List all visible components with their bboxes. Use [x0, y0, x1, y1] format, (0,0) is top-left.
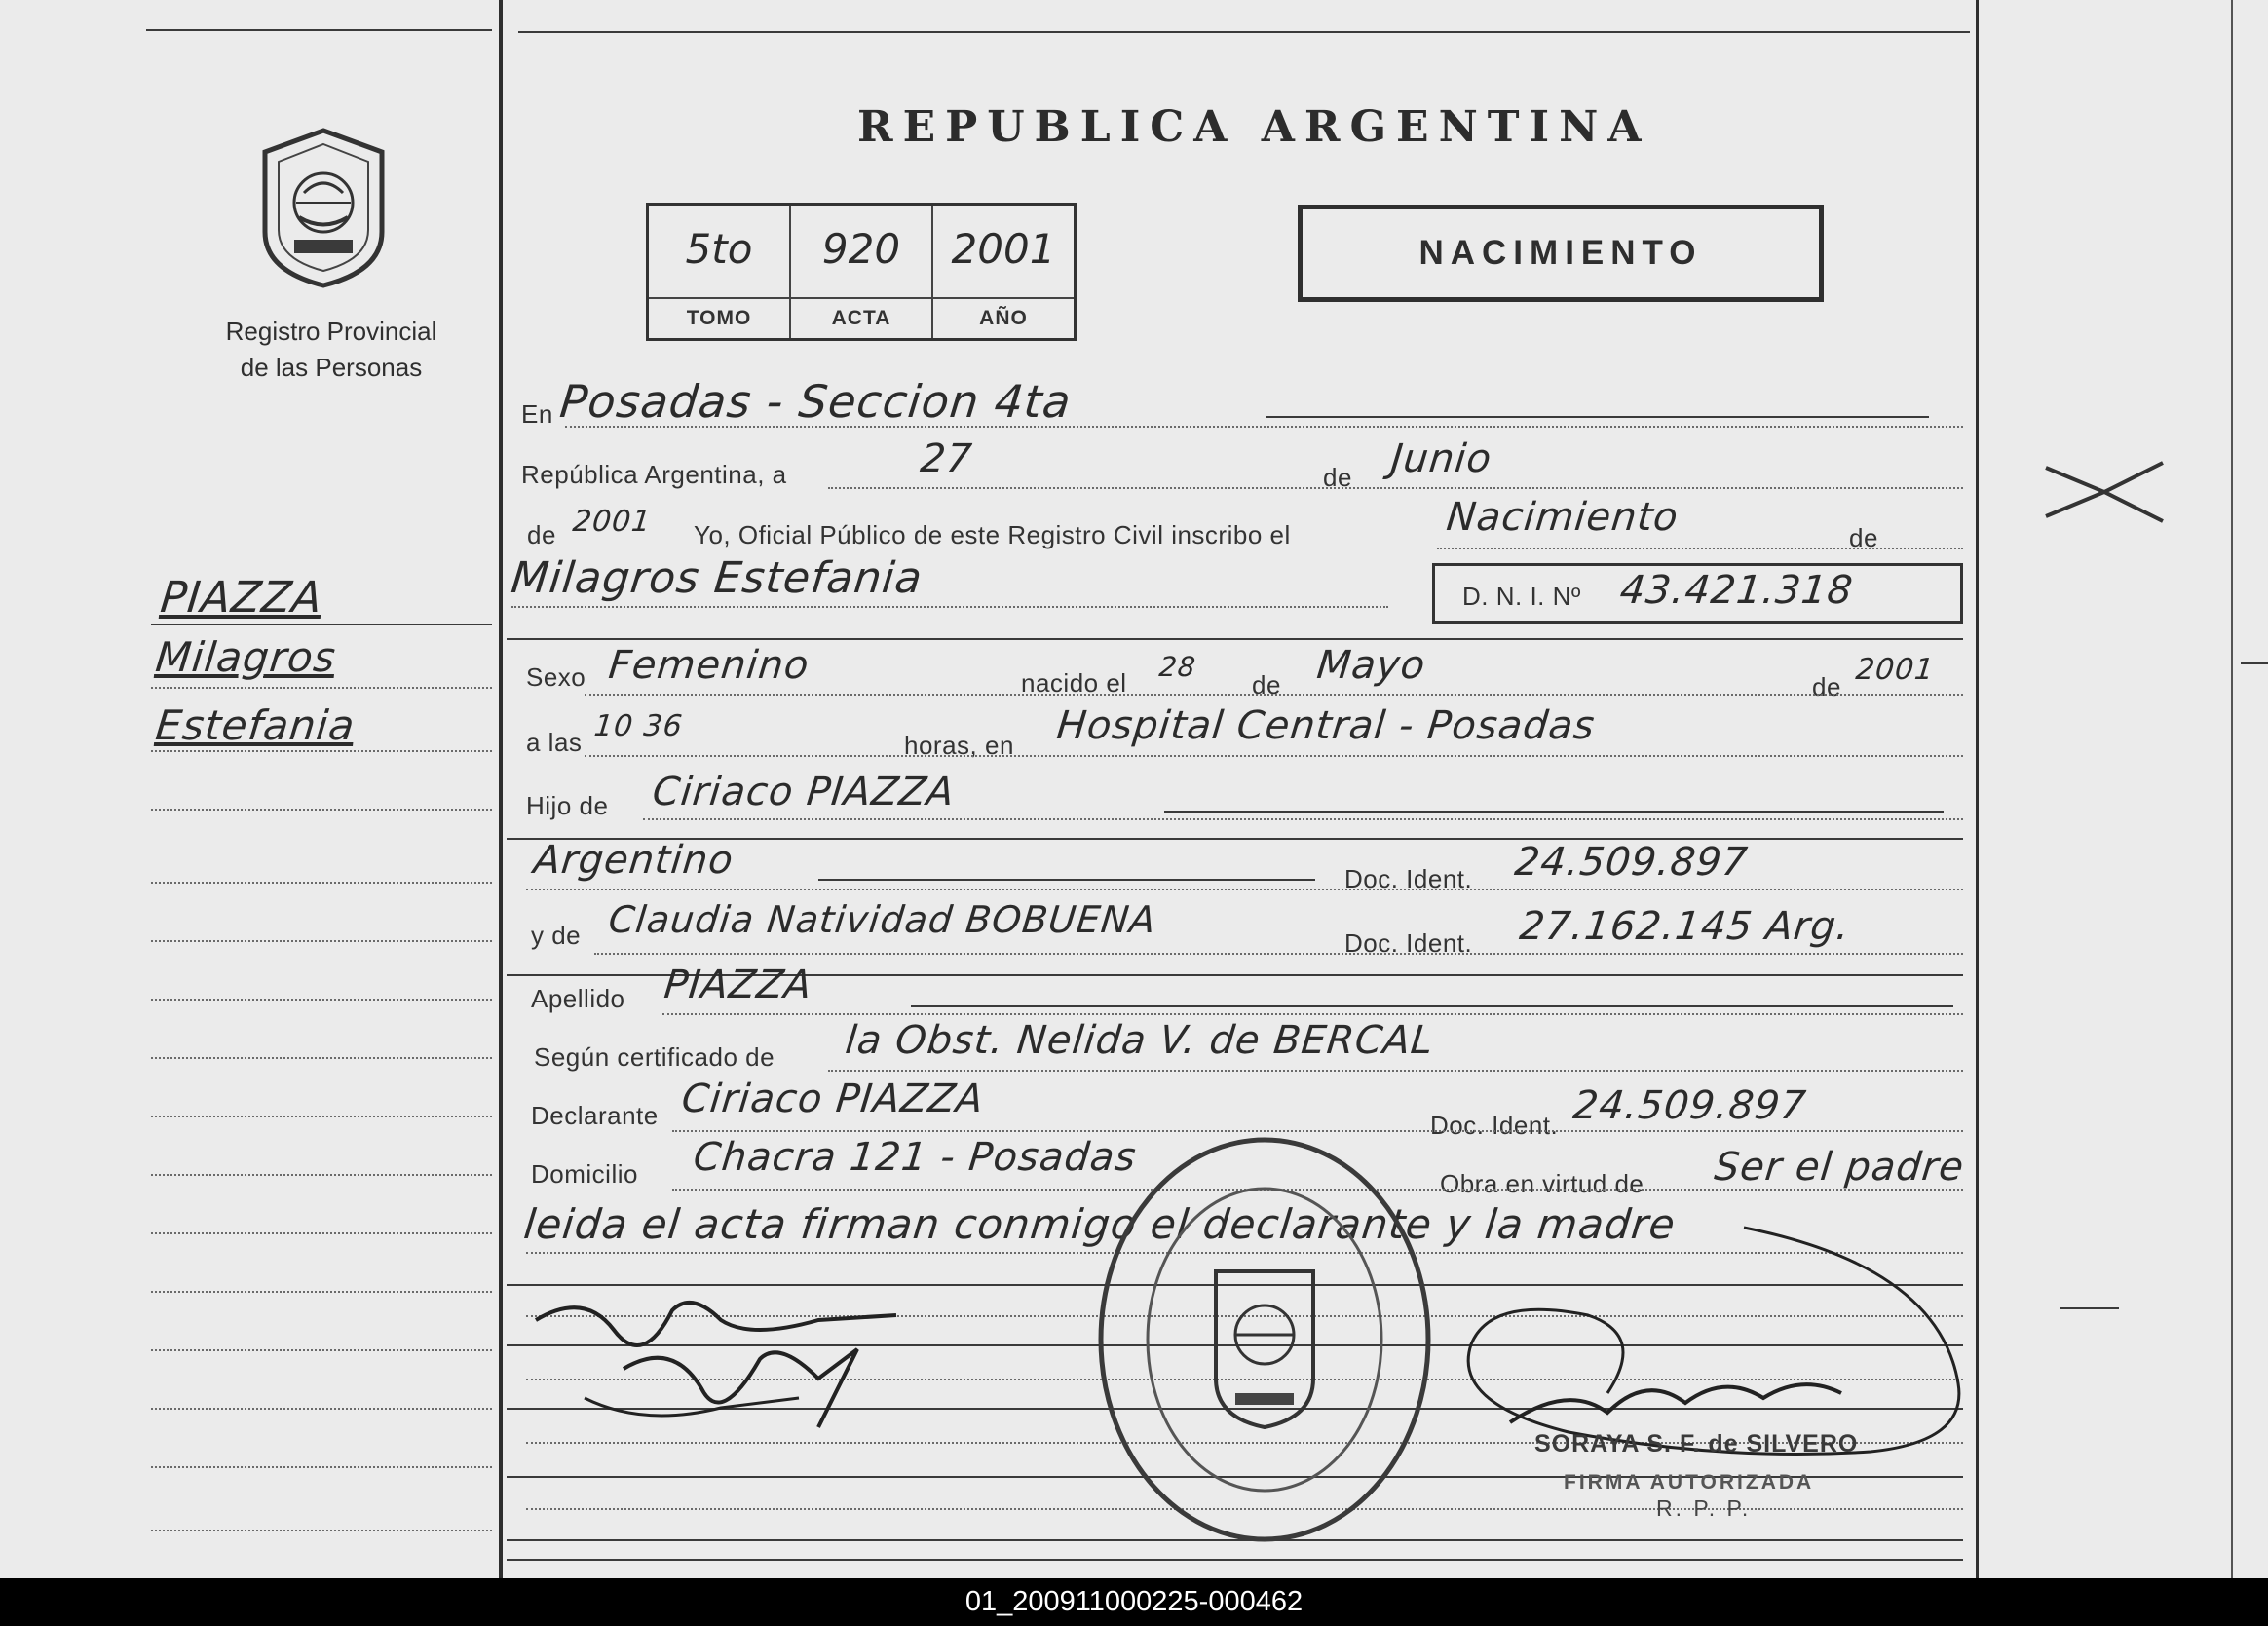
- margin-dots-9: [151, 1174, 492, 1176]
- value-padre-nacionalidad: Argentino: [531, 838, 737, 883]
- margin-dots-6: [151, 999, 492, 1001]
- row-apellido-stroke: [911, 1005, 1953, 1007]
- right-page-rule: [2241, 662, 2268, 664]
- row-sexo-line: [585, 694, 1963, 696]
- image-caption: 01_200911000225-000462: [0, 1578, 2268, 1626]
- label-hijo-de: Hijo de: [526, 791, 609, 820]
- value-madre-doc: 27.162.145 Arg.: [1517, 904, 1853, 949]
- label-obra: Obra en virtud de: [1440, 1169, 1644, 1198]
- label-doc-ident-3: Doc. Ident.: [1430, 1111, 1559, 1140]
- row-y-de-line: [594, 953, 1963, 955]
- acta-label: ACTA: [831, 307, 891, 329]
- value-dni: 43.421.318: [1617, 568, 1856, 613]
- value-declarante: Ciriaco PIAZZA: [679, 1077, 987, 1121]
- right-margin-tick: [2060, 1307, 2119, 1309]
- margin-dots-5: [151, 940, 492, 942]
- staple-mark-icon: [2036, 458, 2173, 526]
- row-nac-stroke: [818, 879, 1315, 881]
- margin-nombre-2: Estefania: [153, 701, 358, 749]
- margin-dots-15: [151, 1530, 492, 1531]
- row-en-stroke: [1266, 416, 1929, 418]
- anio-value: 2001: [951, 225, 1056, 273]
- left-top-rule: [146, 29, 492, 31]
- margin-dots-2: [151, 750, 492, 752]
- margin-dots-12: [151, 1349, 492, 1351]
- label-de-birth-month: de: [1252, 670, 1281, 700]
- declarant-signature-icon: [526, 1281, 916, 1437]
- value-lugar: Posadas - Seccion 4ta: [557, 375, 1075, 428]
- margin-dots-7: [151, 1057, 492, 1059]
- signer-role: FIRMA AUTORIZADA: [1564, 1471, 1815, 1494]
- document-title: REPUBLICA ARGENTINA: [857, 102, 1651, 152]
- value-nacido-anio: 2001: [1854, 653, 1937, 687]
- label-sexo: Sexo: [526, 662, 586, 692]
- value-madre: Claudia Natividad BOBUENA: [606, 898, 1158, 941]
- signer-name: SORAYA S. F. de SILVERO: [1534, 1430, 1859, 1457]
- value-leida: leida el acta firman conmigo el declarante y la madre: [521, 1200, 1679, 1248]
- value-acto: Nacimiento: [1444, 495, 1682, 540]
- right-page-edge: [2231, 0, 2233, 1578]
- label-dni: D. N. I. Nº: [1462, 582, 1581, 611]
- label-segun: Según certificado de: [534, 1042, 775, 1072]
- row-a-las-line: [585, 755, 1963, 757]
- anio-cell: [933, 206, 1074, 338]
- value-nacido-mes: Mayo: [1314, 643, 1428, 688]
- label-doc-ident-1: Doc. Ident.: [1344, 864, 1473, 893]
- value-mes: Junio: [1388, 436, 1494, 481]
- rule-main-6: [507, 1559, 1963, 1561]
- margin-dots-3: [151, 809, 492, 811]
- margin-dots-11: [151, 1291, 492, 1293]
- margin-dots-1: [151, 687, 492, 689]
- margin-dots-8: [151, 1116, 492, 1117]
- registry-name: [185, 314, 477, 386]
- row-en-line: [565, 426, 1963, 428]
- dni-box: [1432, 563, 1963, 624]
- row-republica-line: [828, 487, 1963, 489]
- row-nac-line: [526, 889, 1963, 890]
- label-doc-ident-2: Doc. Ident.: [1344, 928, 1473, 958]
- acta-cell: [791, 206, 933, 338]
- label-apellido: Apellido: [531, 984, 625, 1013]
- tomo-value: 5to: [685, 225, 753, 273]
- value-hora: 10 36: [592, 709, 685, 743]
- row-nombre-line: [511, 606, 1388, 608]
- value-declarante-doc: 24.509.897: [1570, 1083, 1809, 1128]
- value-padre-doc: 24.509.897: [1512, 840, 1751, 885]
- label-de-month: de: [1323, 463, 1352, 492]
- margin-dots-10: [151, 1232, 492, 1234]
- label-y-de: y de: [531, 921, 582, 950]
- label-republica: República Argentina, a: [521, 460, 787, 489]
- value-dia: 27: [918, 436, 975, 481]
- rule-after-dni: [507, 638, 1963, 640]
- label-en: En: [521, 399, 553, 429]
- registry-line-2: de las Personas: [240, 353, 423, 382]
- registry-stamp-icon: [1089, 1125, 1440, 1554]
- margin-rule-1: [151, 624, 492, 625]
- volume-box: [646, 203, 1077, 341]
- label-a-las: a las: [526, 728, 583, 757]
- value-nombre: Milagros Estefania: [509, 553, 926, 603]
- label-horas-en: horas, en: [904, 731, 1014, 760]
- value-padre: Ciriaco PIAZZA: [650, 770, 958, 814]
- acta-value: 920: [821, 225, 901, 273]
- provincia-misiones-seal-icon: [255, 125, 392, 290]
- registry-line-1: Registro Provincial: [225, 317, 437, 346]
- margin-dots-4: [151, 882, 492, 884]
- value-certificado: la Obst. Nelida V. de BERCAL: [843, 1018, 1436, 1063]
- value-domicilio: Chacra 121 - Posadas: [691, 1135, 1139, 1180]
- value-apellido: PIAZZA: [662, 963, 814, 1007]
- value-sexo: Femenino: [606, 643, 812, 688]
- row-hijo-stroke: [1164, 811, 1944, 813]
- row-apellido-line: [662, 1013, 1963, 1015]
- label-domicilio: Domicilio: [531, 1159, 638, 1189]
- signer-org: R. P. P.: [1656, 1495, 1752, 1521]
- left-divider: [499, 0, 503, 1578]
- margin-dots-13: [151, 1408, 492, 1410]
- value-lugar-nacimiento: Hospital Central - Posadas: [1054, 703, 1598, 748]
- margin-dots-14: [151, 1466, 492, 1468]
- row-segun-line: [828, 1070, 1963, 1072]
- label-de-birth-year: de: [1812, 672, 1841, 701]
- margin-apellido: PIAZZA: [158, 573, 325, 623]
- tomo-cell: [649, 206, 791, 338]
- value-anio: 2001: [571, 505, 654, 539]
- label-de-year: de: [527, 520, 556, 549]
- row-hijo-line: [643, 818, 1963, 820]
- main-top-rule: [518, 31, 1970, 33]
- value-obra: Ser el padre: [1712, 1145, 1967, 1190]
- value-nacido-dia: 28: [1157, 651, 1198, 683]
- tomo-label: TOMO: [686, 307, 752, 329]
- anio-label: AÑO: [979, 307, 1028, 329]
- label-nacido: nacido el: [1021, 668, 1127, 698]
- label-de-end: de: [1849, 523, 1878, 552]
- row-oficial-line: [1437, 548, 1963, 549]
- label-oficial: Yo, Oficial Público de este Registro Civil inscribo el: [694, 520, 1291, 549]
- margin-nombre-1: Milagros: [153, 633, 339, 681]
- label-declarante: Declarante: [531, 1101, 659, 1130]
- document-type-box: NACIMIENTO: [1298, 205, 1824, 302]
